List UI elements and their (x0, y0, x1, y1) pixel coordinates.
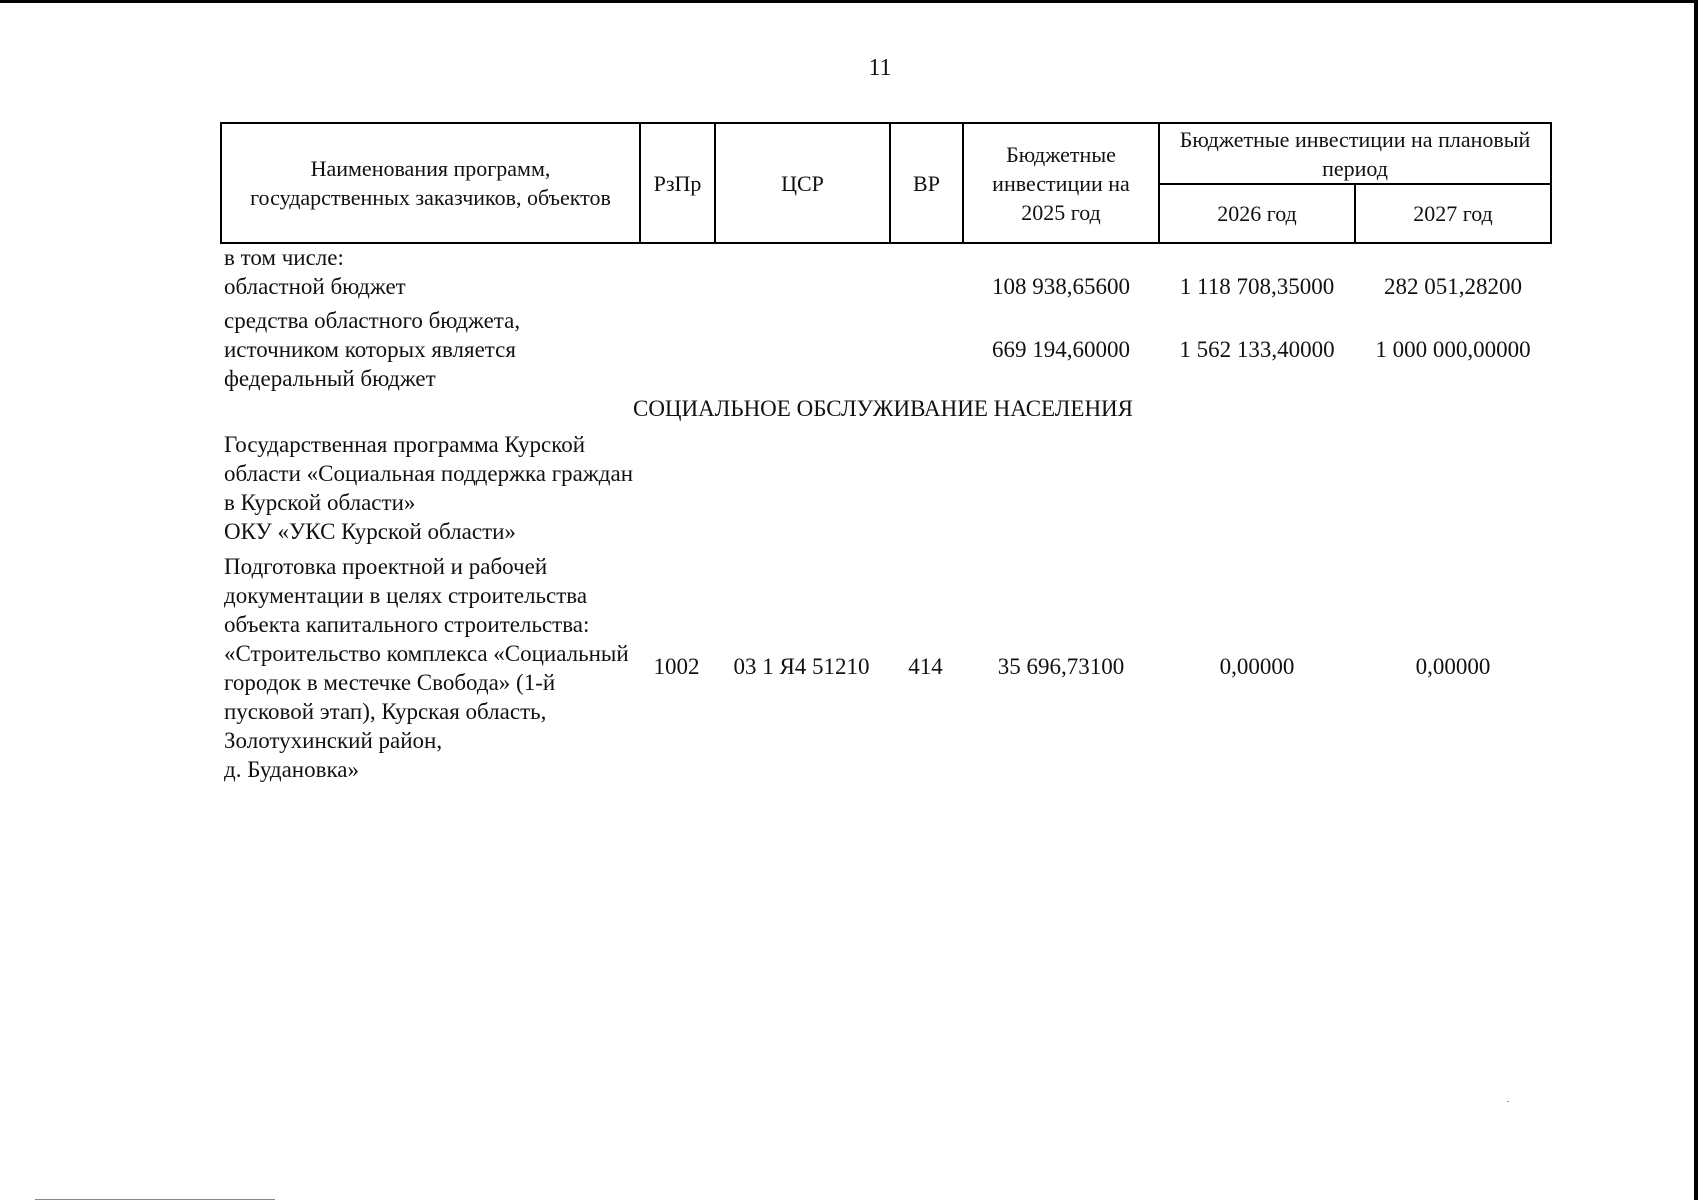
object-vr: 414 (908, 654, 943, 679)
section-title: СОЦИАЛЬНОЕ ОБСЛУЖИВАНИЕ НАСЕЛЕНИЯ (632, 396, 1134, 421)
federal-label-line: источником которых является (224, 337, 516, 362)
object-line: городок в местечке Свобода» (1-й (224, 670, 556, 695)
program-line: в Курской области» (224, 490, 416, 515)
scan-speck (1507, 1101, 1509, 1102)
header-rzpr: РзПр (640, 123, 715, 243)
program-line: Государственная программа Курской (224, 432, 586, 457)
header-csr: ЦСР (715, 123, 890, 243)
regional-2027: 282 051,28200 (1384, 274, 1522, 299)
object-csr: 03 1 Я4 51210 (733, 654, 870, 679)
header-2025: Бюджетные инвестиции на 2025 год (963, 123, 1159, 243)
object-line: д. Будановка» (224, 757, 360, 782)
table-header (220, 122, 1552, 244)
federal-label-line: средства областного бюджета, (224, 308, 521, 333)
program-line: области «Социальная поддержка граждан (224, 461, 634, 486)
federal-2027: 1 000 000,00000 (1375, 337, 1531, 362)
scan-border-right (1694, 0, 1698, 1200)
object-rzpr: 1002 (653, 654, 700, 679)
object-2026: 0,00000 (1219, 654, 1295, 679)
object-2025: 35 696,73100 (997, 654, 1125, 679)
object-line: Подготовка проектной и рабочей (224, 554, 548, 579)
program-line: ОКУ «УКС Курской области» (224, 519, 516, 544)
page-number: 11 (868, 55, 892, 81)
regional-label: областной бюджет (224, 274, 406, 299)
object-line: объекта капитального строительства: (224, 612, 590, 637)
regional-2026: 1 118 708,35000 (1179, 274, 1335, 299)
header-2026: 2026 год (1159, 184, 1355, 243)
federal-label-line: федеральный бюджет (224, 366, 436, 391)
object-line: документации в целях строительства (224, 583, 588, 608)
object-line: Золотухинский район, (224, 728, 443, 753)
header-name: Наименования программ, государственных заказчиков, объектов (221, 123, 640, 243)
object-2027: 0,00000 (1415, 654, 1491, 679)
header-planned-period: Бюджетные инвестиции на плановый период (1159, 123, 1551, 184)
incl-label: в том числе: (224, 245, 344, 270)
object-line: «Строительство комплекса «Социальный (224, 641, 629, 666)
object-line: пусковой этап), Курская область, (224, 699, 547, 724)
scan-border-top (0, 0, 1698, 3)
header-2027: 2027 год (1355, 184, 1551, 243)
federal-2026: 1 562 133,40000 (1179, 337, 1335, 362)
regional-2025: 108 938,65600 (992, 274, 1130, 299)
header-vr: ВР (890, 123, 963, 243)
federal-2025: 669 194,60000 (992, 337, 1130, 362)
